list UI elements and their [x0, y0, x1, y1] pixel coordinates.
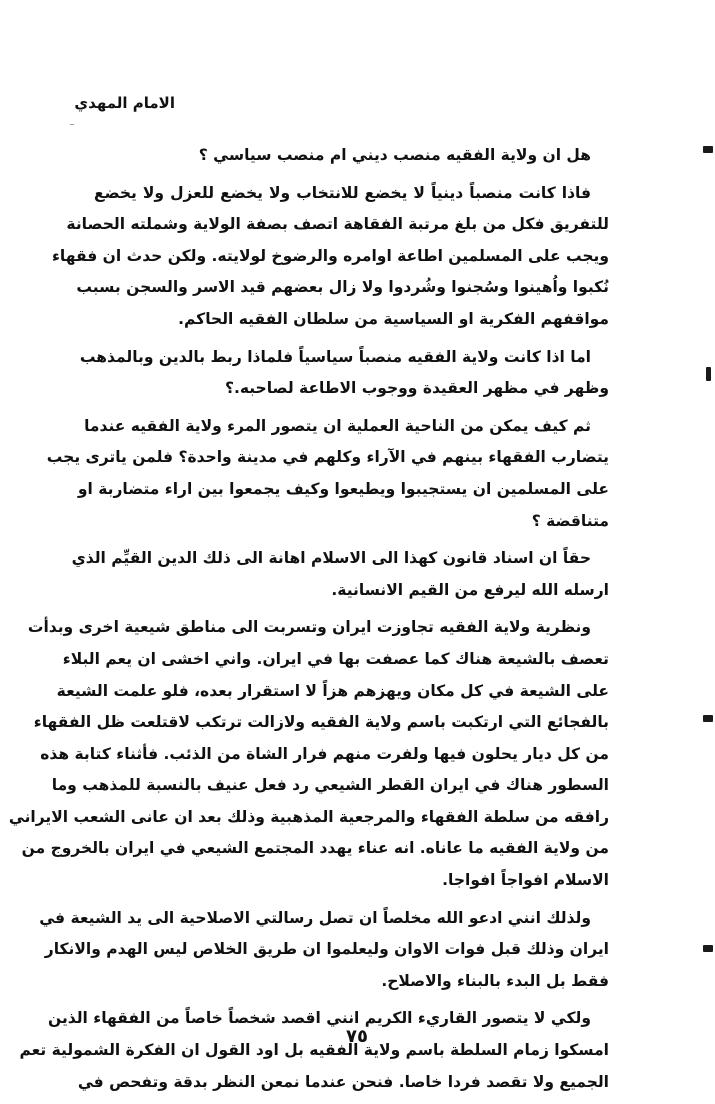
text-line: ولكي لا يتصور القاريء الكريم انني اقصد شخصاً خاصاً من الفقهاء الذين [48, 1009, 591, 1028]
text-line: من ولاية الفقيه ما عاناه. انه عناء يهدد المجتمع الشيعي في ايران بالخروج من [21, 839, 609, 858]
text-line: ولذلك انني ادعو الله مخلصاً ان تصل رسالتي الاصلاحية الى يد الشيعة في [39, 908, 591, 927]
text-line: الجميع ولا تقصد فردا خاصا. فنحن عندما نمعن النظر بدقة وتفحص في [77, 1072, 609, 1091]
text-line: امسكوا زمام السلطة باسم ولاية الفقيه بل اود القول ان الفكرة الشمولية تعم [19, 1041, 609, 1060]
text-line: ارسله الله ليرفع من القيم الانسانية. [331, 580, 609, 599]
page-number: ٧٥ [346, 1026, 368, 1047]
text-line: الاسلام افواجاً افواجا. [442, 871, 609, 890]
text-line: وظهر في مظهر العقيدة ووجوب الاطاعة لصاحبه.؟ [224, 379, 609, 398]
text-line: تعصف بالشيعة هناك كما عصفت بها في ايران. واني اخشى ان يعم البلاء [62, 649, 609, 668]
margin-mark [703, 945, 713, 952]
text-line: يتضارب الفقهاء بينهم في الآراء وكلهم في مدينة واحدة؟ فلمن ياترى يجب [46, 448, 609, 467]
text-line: مواقفهم الفكرية او السياسية من سلطان الفقيه الحاكم. [178, 309, 609, 328]
text-line: للتفريق فكل من بلغ مرتبة الفقاهة اتصف بصفة الولاية وشملته الحصانة [66, 215, 609, 234]
paragraph [39, 903, 609, 998]
text-line: فاذا كانت منصباً دينياً لا يخضع للانتخاب ولا يخضع للعزل ولا يخضع [94, 183, 591, 202]
text-line: على الشيعة في كل مكان ويهزهم هزاً لا استقرار بعده، فلو علمت الشيعة [56, 681, 609, 700]
text-line: ويجب على المسلمين اطاعة اوامره والرضوخ لولايته. ولكن حدث ان فقهاء [52, 246, 609, 265]
margin-mark [706, 367, 711, 381]
scan-smudge [70, 124, 74, 125]
text-line: على المسلمين ان يستجيبوا ويطيعوا وكيف يجمعوا بين اراء متضاربة او [77, 479, 609, 498]
text-line: ونظرية ولاية الفقيه تجاوزت ايران وتسربت الى مناطق شيعية اخرى وبدأت [27, 618, 591, 637]
text-line: من كل ديار يحلون فيها ولفرت منهم فرار الشاة من الذئب. فأثناء كتابة هذه [40, 744, 609, 763]
text-line: نُكبوا واُهينوا وسُجنوا وشُردوا ولا زال بعضهم قيد الاسر والسجن بسبب [76, 278, 609, 297]
text-line: ايران وذلك قبل فوات الاوان وليعلموا ان طريق الخلاص ليس الهدم والانكار [44, 940, 609, 959]
text-line: ثم كيف يمكن من الناحية العملية ان يتصور المرء ولاية الفقيه عندما [84, 416, 591, 435]
paragraph [71, 543, 609, 606]
paragraph [52, 178, 609, 336]
paragraph [19, 1003, 609, 1098]
text-line: السطور هناك في ايران القطر الشيعي رد فعل عنيف بالنسبة للمذهب وما [51, 776, 609, 795]
paragraph [8, 612, 609, 896]
margin-mark [703, 715, 713, 722]
paragraph [94, 140, 609, 172]
margin-mark [703, 146, 713, 153]
text-line: فقط بل البدء بالبناء والاصلاح. [381, 971, 609, 990]
body-text [8, 140, 609, 1104]
text-line: هل ان ولاية الفقيه منصب ديني ام منصب سياسي ؟ [198, 146, 591, 164]
text-line: رافقه من سلطة الفقهاء والمرجعية المذهبية وذلك بعد ان عانى الشعب الايراني [8, 807, 609, 826]
text-line: اما اذا كانت ولاية الفقيه منصباً سياسياً فلماذا ربط بالدين وبالمذهب [79, 347, 591, 366]
paragraph [79, 342, 609, 405]
running-head: الامام المهدي [74, 94, 175, 112]
text-line: حقاً ان اسناد قانون كهذا الى الاسلام اهانة الى ذلك الدين القيِّم الذي [71, 549, 591, 568]
paragraph [46, 411, 609, 537]
text-line: بالفجائع التي ارتكبت باسم ولاية الفقيه ولازالت ترتكب لاقتلعت ظل الفقهاء [33, 713, 609, 732]
text-line: متناقضة ؟ [531, 511, 609, 530]
